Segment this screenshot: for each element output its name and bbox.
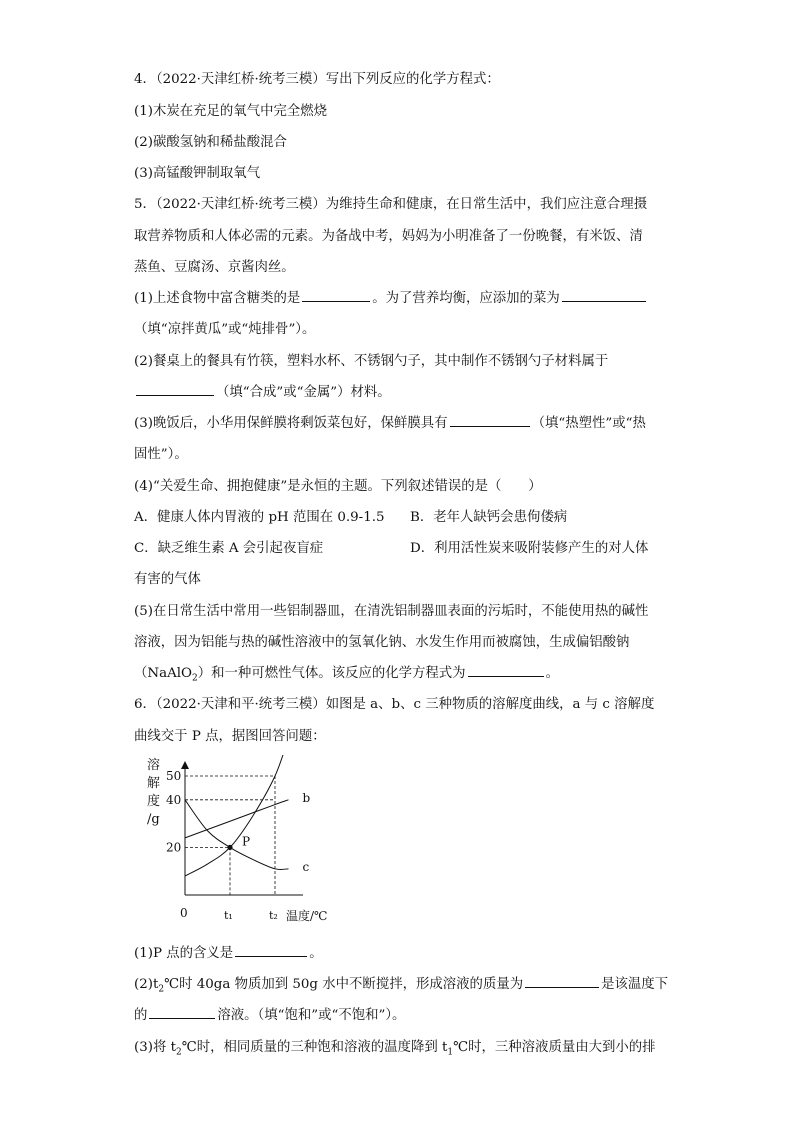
y-axis-label-char: 解 [147,776,161,791]
q4-item-1: (1)木炭在充足的氧气中完全燃烧 [134,104,328,119]
curve-b [185,800,289,838]
q5-part5-line2: 溶液，因为铝能与热的碱性溶液中的氢氧化钠、水发生作用而被腐蚀，生成偏铝酸钠 [134,635,630,650]
answer-blank[interactable] [468,664,544,677]
y-tick-label: 50 [166,769,182,783]
series-label-c: c [302,859,310,874]
q5-intro-line2: 取营养物质和人体必需的元素。为备战中考，妈妈为小明准备了一份晚餐，有米饭、清 [134,229,643,244]
q6-intro-line1: 6．（2022·天津和平·统考三模）如图是 a、b、c 三种物质的溶解度曲线，a 与 c 溶解度 [134,697,655,712]
answer-blank[interactable] [525,975,599,988]
q5-option-d-cont: 有害的气体 [134,572,201,587]
x-axis-label: 温度/℃ [286,909,328,923]
y-axis-label-char: 溶 [147,758,161,773]
q6-part1: (1)P 点的含义是 。 [134,946,323,961]
curve-a [185,755,289,876]
q5-part5-line3: （NaAlO$_2$）和一种可燃性气体。该反应的化学方程式为 。 [134,666,559,684]
q5-option-b: B．老年人缺钙会患佝偻病 [410,510,568,525]
q5-option-d: D．利用活性炭来吸附装修产生的对人体 [410,541,649,556]
curve-c [185,800,289,870]
q4-item-2: (2)碳酸氢钠和稀盐酸混合 [134,135,287,150]
q6-part2-line2: 的 溶液。（填“饱和”或“不饱和”）。 [134,1008,406,1023]
y-axis-arrow [181,761,189,769]
q5-part3-line2: 固性”）。 [134,447,188,462]
answer-blank[interactable] [302,289,370,302]
q5-part3-line1: (3)晚饭后，小华用保鲜膜将剩饭菜包好，保鲜膜具有 （填“热塑性”或“热 [134,416,646,431]
q5-part2-line2: （填“合成”或“金属”）材料。 [134,381,391,400]
q5-option-c: C．缺乏维生素 A 会引起夜盲症 [134,541,324,556]
q6-part2-line1: $(2)t_2℃$时 40ga 物质加到 50g 水中不断搅拌，形成溶液的质量为 是该温度下 [134,977,669,995]
q5-part2-line1: (2)餐桌上的餐具有竹筷，塑料水杯、不锈钢勺子，其中制作不锈钢勺子材料属于 [134,354,609,369]
q6-intro-line2: 曲线交于 P 点，据图回答问题： [134,729,326,744]
q4-title: 4．（2022·天津红桥·统考三模）写出下列反应的化学方程式： [134,72,500,87]
answer-blank[interactable] [562,289,646,302]
q5-part1-line1: (1)上述食物中富含糖类的是 。为了营养均衡，应添加的菜为 [134,287,648,306]
y-tick-label: 20 [166,840,182,855]
y-tick-label: 40 [166,792,182,807]
solubility-chart [140,755,340,935]
answer-blank[interactable] [450,414,530,427]
q5-intro-line3: 蒸鱼、豆腐汤、京酱肉丝。 [134,260,295,275]
answer-blank[interactable] [149,1006,215,1019]
y-axis-label-char: /g [147,812,160,827]
q5-part5-line1: (5)在日常生活中常用一些铝制器皿，在清洗铝制器皿表面的污垢时，不能使用热的碱性 [134,604,649,619]
y-axis-label-char: 度 [147,794,161,809]
q5-option-a: A．健康人体内胃液的 pH 范围在 0.9-1.5 [134,510,385,525]
answer-blank[interactable] [136,383,214,396]
q5-part1-line2: （填“凉拌黄瓜”或“炖排骨”）。 [134,322,316,337]
q5-part4-stem: (4)“关爱生命、拥抱健康”是永恒的主题。下列叙述错误的是（ ） [134,479,542,494]
q5-intro-line1: 5．（2022·天津红桥·统考三模）为维持生命和健康，在日常生活中，我们应注意合理摄 [134,197,648,212]
point-p [227,845,232,850]
x-tick-label: t₁ [224,909,233,922]
q6-part3-line1: (3)将 $t_2℃$时，相同质量的三种饱和溶液的温度降到 $t_1℃$时，三种溶液质量由大到小的排 [134,1040,656,1058]
origin-label: 0 [180,906,188,920]
point-p-label: P [242,834,251,849]
series-label-b: b [302,790,311,805]
x-tick-label: t₂ [269,909,278,922]
answer-blank[interactable] [235,944,307,957]
q4-item-3: (3)高锰酸钾制取氧气 [134,166,261,181]
